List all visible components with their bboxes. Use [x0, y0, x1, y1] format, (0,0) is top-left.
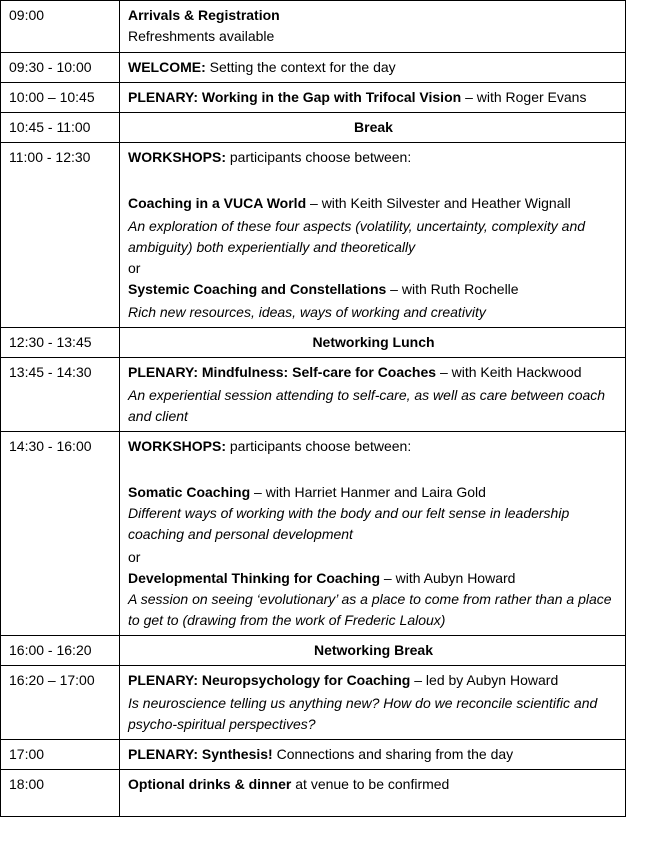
- session-text: at venue to be confirmed: [291, 776, 450, 792]
- time-cell: 09:30 - 10:00: [1, 53, 120, 83]
- session-label: PLENARY: Working in the Gap with Trifocal Vision: [128, 89, 462, 105]
- table-row: [1, 770, 626, 817]
- table-row: [1, 358, 626, 432]
- table-row: [1, 53, 626, 83]
- table-row: [1, 143, 626, 328]
- table-row: [1, 113, 626, 143]
- time-cell: 16:00 - 16:20: [1, 636, 120, 666]
- session-label: WORKSHOPS:: [128, 149, 226, 165]
- session-text: Setting the context for the day: [205, 59, 396, 75]
- table-row: [1, 83, 626, 113]
- time-cell: 14:30 - 16:00: [1, 432, 120, 636]
- session-description: Is neuroscience telling us anything new? How do we reconcile scientific and psycho-spiritual perspectives?: [128, 695, 598, 732]
- session-cell: [120, 143, 626, 328]
- or-label: or: [128, 549, 141, 565]
- workshop-description: An exploration of these four aspects (volatility, uncertainty, complexity and ambiguity) both experientially and theoretically: [128, 218, 586, 255]
- time-cell: 11:00 - 12:30: [1, 143, 120, 328]
- session-cell: [120, 666, 626, 740]
- workshop-title: Coaching in a VUCA World: [128, 195, 307, 211]
- session-cell: [120, 358, 626, 432]
- session-text: participants choose between:: [226, 438, 412, 454]
- session-label: PLENARY: Mindfulness: Self-care for Coaches: [128, 364, 437, 380]
- or-label: or: [128, 260, 141, 276]
- session-title: Arrivals & Registration: [128, 7, 280, 23]
- workshop-title: Developmental Thinking for Coaching: [128, 570, 381, 586]
- workshop-description: A session on seeing ‘evolutionary’ as a place to come from rather than a place to get to (drawing from the work of Frederic Laloux): [128, 591, 612, 628]
- workshop-title: Systemic Coaching and Constellations: [128, 281, 387, 297]
- session-note: Refreshments available: [128, 28, 275, 44]
- session-label: WORKSHOPS:: [128, 438, 226, 454]
- session-cell: [120, 53, 626, 83]
- session-cell: [120, 432, 626, 636]
- table-row: [1, 740, 626, 770]
- workshop-facilitators: – with Harriet Hanmer and Laira Gold: [250, 484, 486, 500]
- workshop-description: Rich new resources, ideas, ways of working and creativity: [128, 304, 486, 320]
- session-text: Connections and sharing from the day: [272, 746, 514, 762]
- session-label: PLENARY: Synthesis!: [128, 746, 273, 762]
- session-text: – led by Aubyn Howard: [410, 672, 559, 688]
- workshop-facilitators: – with Ruth Rochelle: [386, 281, 519, 297]
- table-row: [1, 432, 626, 636]
- session-text: – with Keith Hackwood: [436, 364, 582, 380]
- session-description: An experiential session attending to self-care, as well as care between coach and client: [128, 387, 606, 424]
- session-cell: [120, 83, 626, 113]
- time-cell: 09:00: [1, 1, 120, 53]
- workshop-title: Somatic Coaching: [128, 484, 251, 500]
- time-cell: 16:20 – 17:00: [1, 666, 120, 740]
- session-label: Optional drinks & dinner: [128, 776, 292, 792]
- time-cell: 10:45 - 11:00: [1, 113, 120, 143]
- table-row: [1, 636, 626, 666]
- workshop-description: Different ways of working with the body and our felt sense in leadership coaching and personal development: [128, 505, 570, 542]
- session-text: participants choose between:: [226, 149, 412, 165]
- session-cell: [120, 740, 626, 770]
- session-cell: [120, 770, 626, 817]
- session-label: WELCOME:: [128, 59, 206, 75]
- break-cell: Networking Lunch: [120, 328, 626, 358]
- session-label: PLENARY: Neuropsychology for Coaching: [128, 672, 411, 688]
- session-cell: [120, 1, 626, 53]
- time-cell: 17:00: [1, 740, 120, 770]
- time-cell: 12:30 - 13:45: [1, 328, 120, 358]
- time-cell: 10:00 – 10:45: [1, 83, 120, 113]
- table-row: [1, 1, 626, 53]
- workshop-facilitators: – with Keith Silvester and Heather Wignall: [306, 195, 571, 211]
- table-row: [1, 666, 626, 740]
- table-row: [1, 328, 626, 358]
- session-text: – with Roger Evans: [461, 89, 587, 105]
- time-cell: 18:00: [1, 770, 120, 817]
- time-cell: 13:45 - 14:30: [1, 358, 120, 432]
- break-cell: Break: [120, 113, 626, 143]
- break-cell: Networking Break: [120, 636, 626, 666]
- workshop-facilitators: – with Aubyn Howard: [380, 570, 516, 586]
